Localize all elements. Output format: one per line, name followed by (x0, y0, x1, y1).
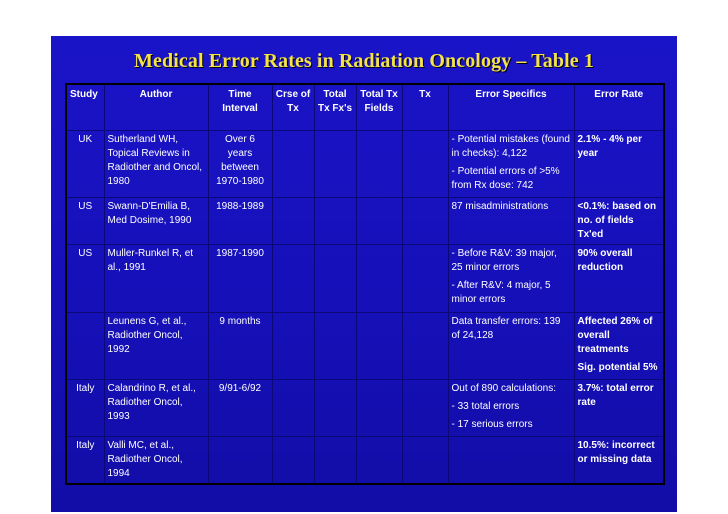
table-row (66, 198, 664, 245)
header-error-rate: Error Rate (574, 84, 664, 131)
header-tx: Tx (402, 84, 448, 131)
total-tx-fx-cell (314, 437, 356, 485)
table-row (66, 131, 664, 198)
study-cell: Italy (66, 380, 104, 437)
error-specifics-cell (448, 437, 574, 485)
author-cell: Muller-Runkel R, et al., 1991 (104, 245, 208, 313)
error-rate-cell-line: 2.1% - 4% per year (577, 134, 642, 159)
author-cell: Calandrino R, et al., Radiother Oncol, 1993 (104, 380, 208, 437)
study-cell: US (66, 198, 104, 245)
error-rate-cell (574, 380, 664, 437)
error-specifics-cell-line: - After R&V: 4 major, 5 minor errors (451, 280, 551, 305)
header-error-specifics: Error Specifics (448, 84, 574, 131)
error-specifics-cell (448, 198, 574, 245)
study-cell: US (66, 245, 104, 313)
study-cell: Italy (66, 437, 104, 485)
error-specifics-cell-line: Data transfer errors: 139 of 24,128 (451, 316, 561, 341)
header-author: Author (104, 84, 208, 131)
error-rate-cell (574, 313, 664, 380)
time-interval-cell (208, 437, 272, 485)
error-specifics-cell (448, 313, 574, 380)
tx-cell (402, 198, 448, 245)
error-rate-cell-line: 3.7%: total error rate (577, 383, 654, 408)
error-specifics-cell-line: - Before R&V: 39 major, 25 minor errors (451, 248, 557, 273)
author-cell: Leunens G, et al., Radiother Oncol, 1992 (104, 313, 208, 380)
error-rate-cell-line: <0.1%: based on no. of fields Tx'ed (577, 201, 657, 240)
study-cell (66, 313, 104, 380)
error-rates-table (65, 83, 665, 485)
tx-cell (402, 131, 448, 198)
tx-cell (402, 313, 448, 380)
error-specifics-cell-line: - 33 total errors (451, 401, 520, 412)
author-cell: Valli MC, et al., Radiother Oncol, 1994 (104, 437, 208, 485)
course-of-tx-cell (272, 437, 314, 485)
total-tx-fields-cell (356, 131, 402, 198)
error-specifics-cell (448, 245, 574, 313)
tx-cell (402, 380, 448, 437)
author-cell: Sutherland WH, Topical Reviews in Radiother and Oncol, 1980 (104, 131, 208, 198)
time-interval-cell: Over 6 years between 1970-1980 (208, 131, 272, 198)
header-time-interval: Time Interval (208, 84, 272, 131)
total-tx-fields-cell (356, 245, 402, 313)
total-tx-fields-cell (356, 437, 402, 485)
study-cell: UK (66, 131, 104, 198)
header-total-tx-fields: Total Tx Fields (356, 84, 402, 131)
error-specifics-cell-line: - Potential mistakes (found in checks): 4,122 (451, 134, 570, 159)
slide-title: Medical Error Rates in Radiation Oncology – Table 1 (134, 50, 594, 72)
error-specifics-cell-line: 87 misadministrations (451, 201, 549, 212)
error-rate-cell-line: Sig. potential 5% (577, 362, 658, 373)
tx-cell (402, 437, 448, 485)
table-row (66, 380, 664, 437)
error-specifics-cell-line: - Potential errors of >5% from Rx dose: 742 (451, 166, 560, 191)
time-interval-cell: 1987-1990 (208, 245, 272, 313)
error-specifics-cell (448, 380, 574, 437)
error-specifics-cell-line: - 17 serious errors (451, 419, 533, 430)
header-study: Study (66, 84, 104, 131)
total-tx-fx-cell (314, 198, 356, 245)
table-header-row (66, 84, 664, 131)
error-specifics-cell-line: Out of 890 calculations: (451, 383, 557, 394)
author-cell: Swann-D'Emilia B, Med Dosime, 1990 (104, 198, 208, 245)
course-of-tx-cell (272, 313, 314, 380)
course-of-tx-cell (272, 380, 314, 437)
slide (51, 36, 677, 512)
error-rate-cell-line: 10.5%: incorrect or missing data (577, 440, 655, 465)
course-of-tx-cell (272, 131, 314, 198)
total-tx-fields-cell (356, 313, 402, 380)
error-rate-cell-line: 90% overall reduction (577, 248, 633, 273)
total-tx-fields-cell (356, 198, 402, 245)
total-tx-fields-cell (356, 380, 402, 437)
total-tx-fx-cell (314, 313, 356, 380)
tx-cell (402, 245, 448, 313)
total-tx-fx-cell (314, 245, 356, 313)
total-tx-fx-cell (314, 131, 356, 198)
course-of-tx-cell (272, 245, 314, 313)
error-rate-cell (574, 131, 664, 198)
header-total-tx-fx: Total Tx Fx's (314, 84, 356, 131)
error-rate-cell (574, 437, 664, 485)
time-interval-cell: 9 months (208, 313, 272, 380)
total-tx-fx-cell (314, 380, 356, 437)
error-rate-cell-line: Affected 26% of overall treatments (577, 316, 653, 355)
course-of-tx-cell (272, 198, 314, 245)
error-rate-cell (574, 198, 664, 245)
time-interval-cell: 1988-1989 (208, 198, 272, 245)
header-course-of-tx: Crse of Tx (272, 84, 314, 131)
table-row (66, 437, 664, 485)
table-row (66, 245, 664, 313)
time-interval-cell: 9/91-6/92 (208, 380, 272, 437)
error-rate-cell (574, 245, 664, 313)
error-specifics-cell (448, 131, 574, 198)
table-row (66, 313, 664, 380)
